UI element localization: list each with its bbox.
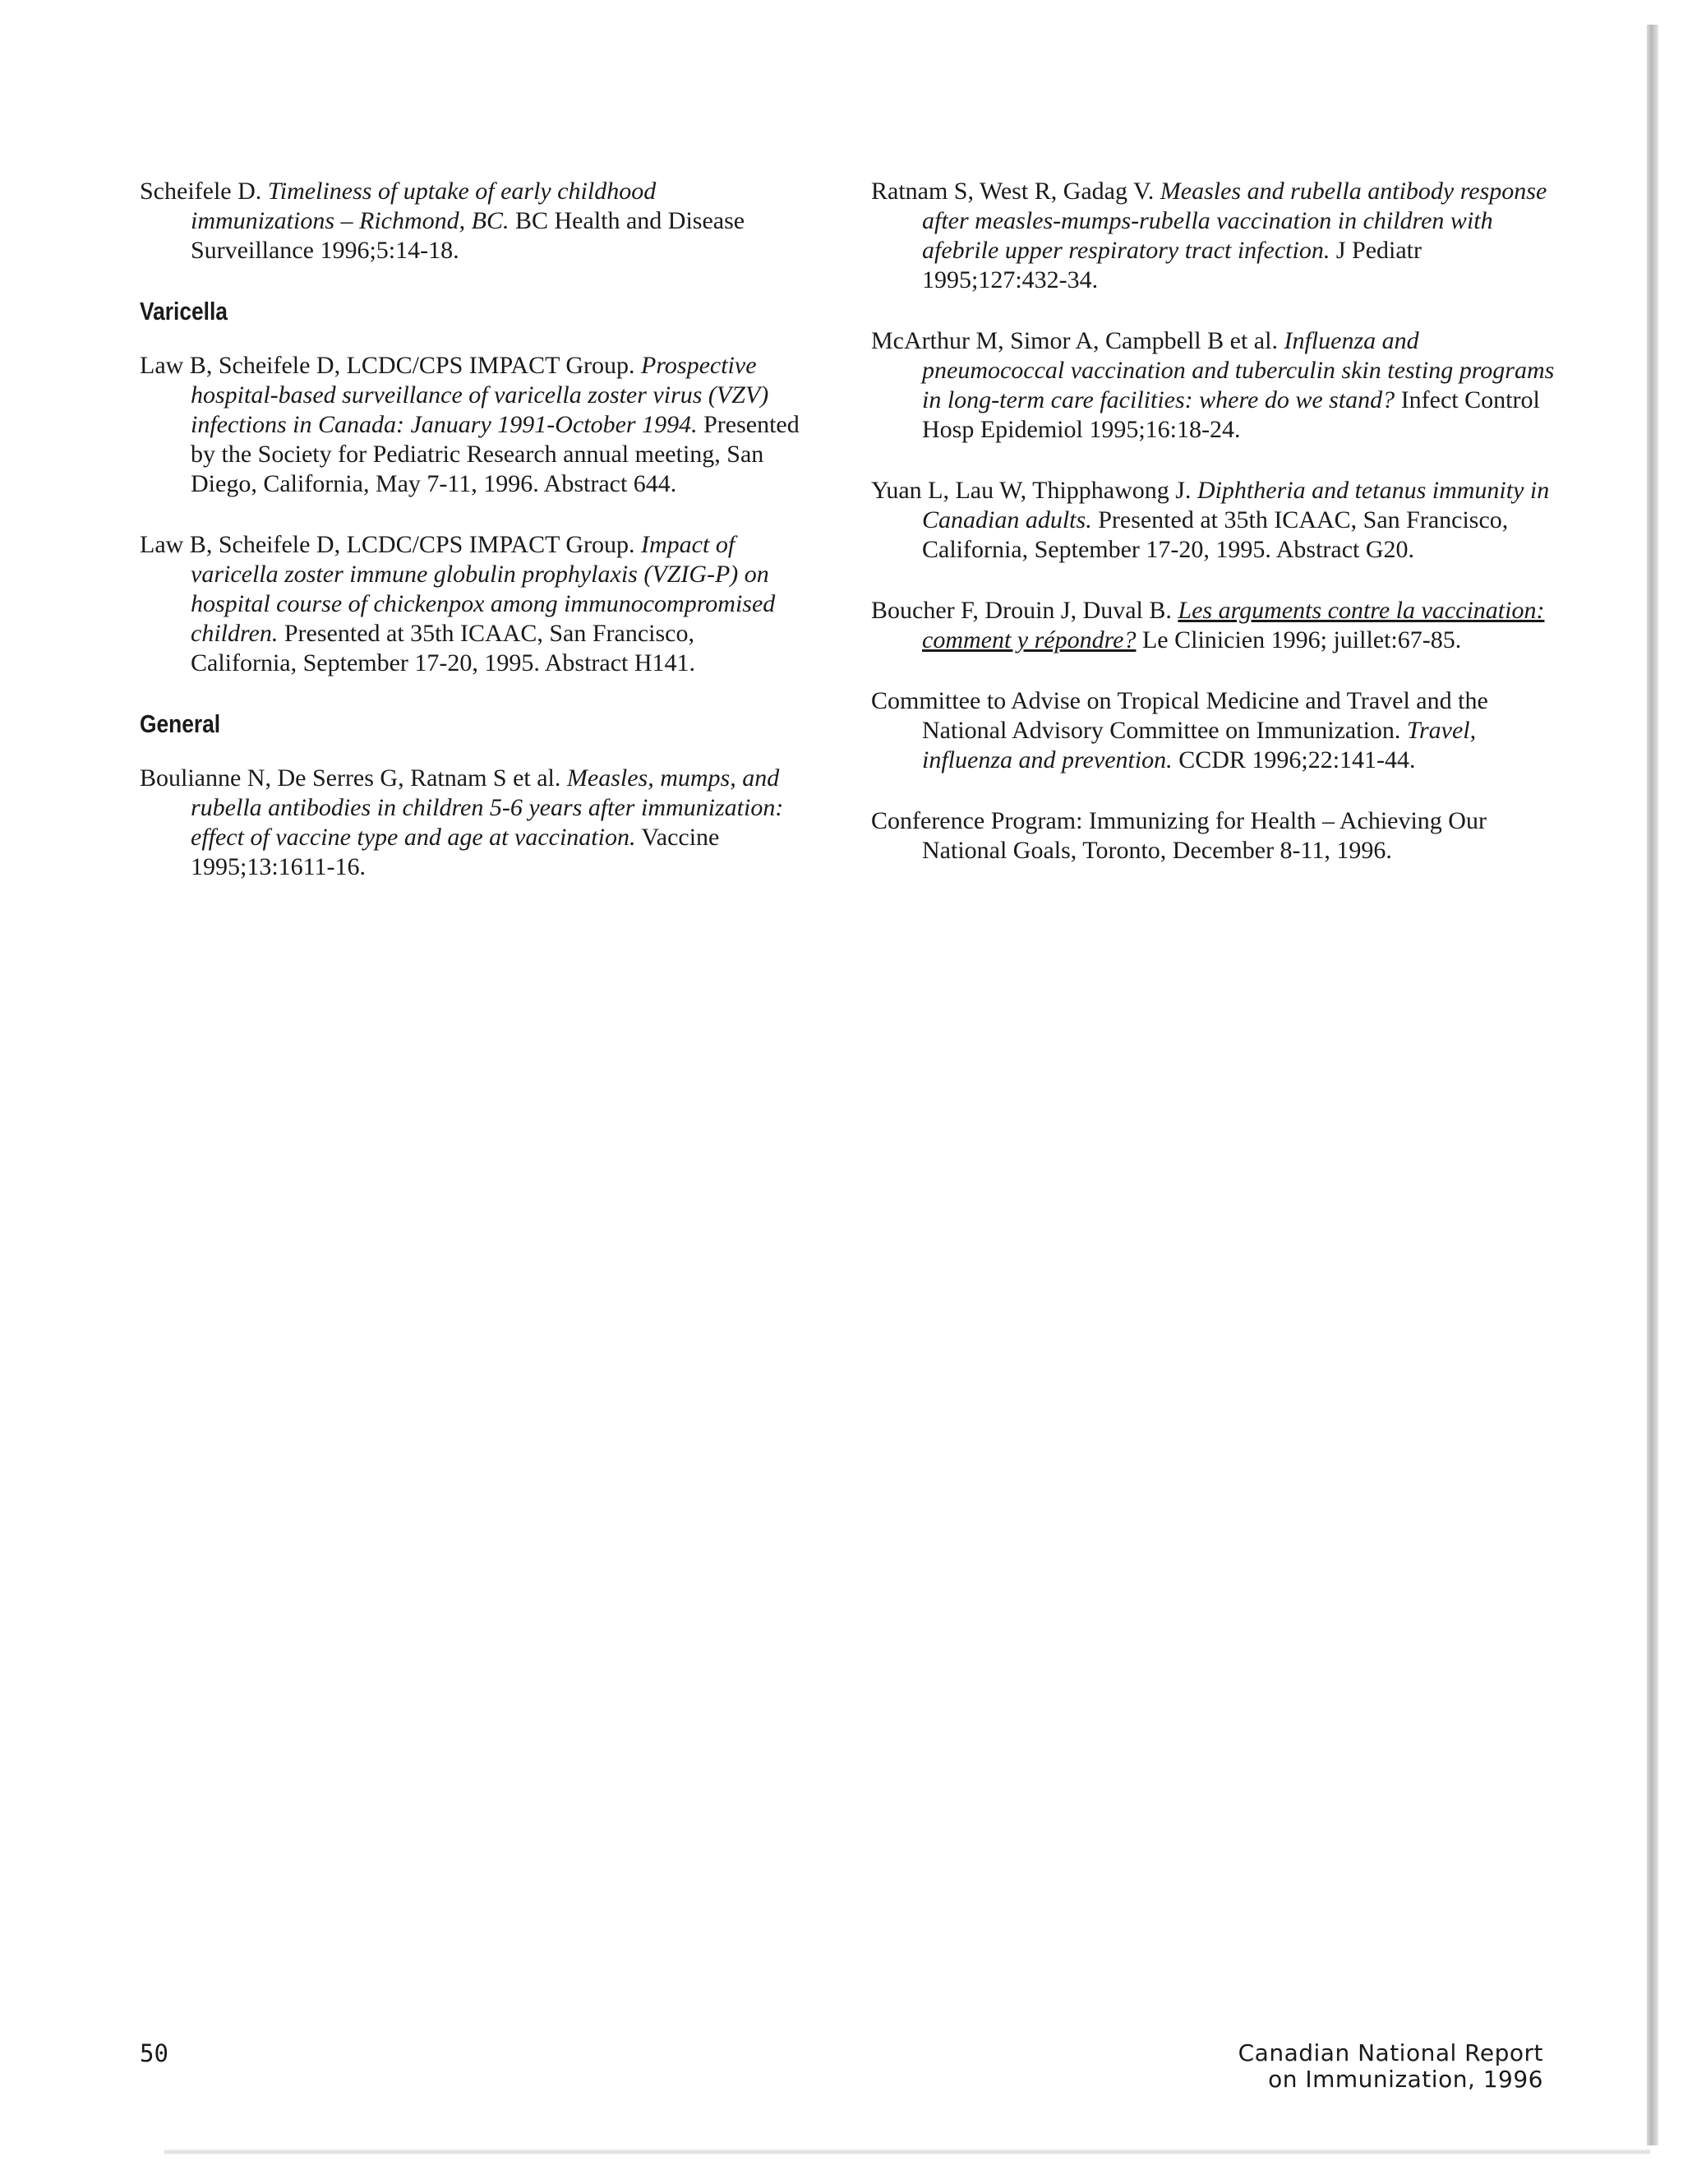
reference-authors: Scheifele D. (140, 178, 268, 205)
reference-law-impact (140, 530, 805, 678)
reference-committee (871, 686, 1561, 775)
left-column (140, 177, 805, 913)
reference-mcarthur (871, 326, 1561, 445)
footer-title (1238, 2040, 1543, 2093)
reference-source: Infect Control Hosp Epidemiol 1995;16:18-24. (922, 386, 1540, 443)
section-heading-varicella: Varicella (140, 297, 228, 326)
right-column (871, 177, 1561, 897)
reference-authors: McArthur M, Simor A, Campbell B et al. (871, 327, 1284, 354)
reference-title: Influenza and pneumococcal vaccination and tuberculin skin testing programs in long-term care facilities: where do we stand? (922, 327, 1555, 413)
reference-title: Travel, influenza and prevention. (922, 717, 1477, 773)
reference-source: Vaccine 1995;13:1611-16. (191, 824, 720, 880)
reference-authors: Law B, Scheifele D, LCDC/CPS IMPACT Group. (140, 352, 642, 379)
reference-title: Measles and rubella antibody response after measles-mumps-rubella vaccination in children with afebrile upper respiratory tract infection. (922, 178, 1547, 264)
footer-title-line-2: on Immunization, 1996 (1268, 2066, 1543, 2093)
reference-title: Impact of varicella zoster immune globulin prophylaxis (VZIG-P) on hospital course of chickenpox among immunocompromised children. (191, 531, 776, 647)
reference-scheifele (140, 177, 805, 265)
scan-edge-shadow (1647, 25, 1658, 2145)
reference-source: J Pediatr 1995;127:432-34. (922, 237, 1422, 293)
reference-title: Diphtheria and tetanus immunity in Canadian adults. (922, 477, 1550, 533)
reference-source: Presented at 35th ICAAC, San Francisco, California, September 17-20, 1995. Abstract G20. (922, 506, 1509, 563)
reference-title: Prospective hospital-based surveillance of varicella zoster virus (VZV) infections in Canada: January 1991-October 1994. (191, 352, 769, 438)
reference-authors: Ratnam S, West R, Gadag V. (871, 178, 1160, 205)
reference-source: Le Clinicien 1996; juillet:67-85. (1136, 626, 1462, 653)
reference-source: BC Health and Disease Surveillance 1996;5:14-18. (191, 207, 745, 264)
reference-authors: Boulianne N, De Serres G, Ratnam S et al. (140, 764, 567, 792)
reference-text: Conference Program: Immunizing for Health – Achieving Our National Goals, Toronto, December 8-11, 1996. (871, 807, 1487, 864)
reference-boulianne (140, 764, 805, 882)
reference-conference (871, 806, 1561, 866)
reference-title: Timeliness of uptake of early childhood immunizations – Richmond, BC. (191, 178, 657, 234)
reference-ratnam (871, 177, 1561, 295)
page-number: 50 (140, 2039, 168, 2067)
reference-authors: Boucher F, Drouin J, Duval B. (871, 597, 1178, 624)
reference-source: CCDR 1996;22:141-44. (1172, 746, 1416, 773)
reference-source: Presented at 35th ICAAC, San Francisco, California, September 17-20, 1995. Abstract H141. (191, 620, 696, 676)
reference-authors: Yuan L, Lau W, Thipphawong J. (871, 477, 1197, 504)
reference-title: Measles, mumps, and rubella antibodies in children 5-6 years after immunization: effect of vaccine type and age at vaccination. (191, 764, 784, 851)
reference-boucher (871, 596, 1561, 655)
reference-authors: Committee to Advise on Tropical Medicine and Travel and the National Advisory Committee on Immunization. (871, 687, 1488, 744)
reference-yuan (871, 476, 1561, 565)
section-heading-general: General (140, 709, 221, 738)
scan-bottom-shadow (164, 2149, 1650, 2154)
reference-law-prospective (140, 351, 805, 499)
reference-title: Les arguments contre la vaccination: comment y répondre? (922, 597, 1545, 653)
reference-source: Presented by the Society for Pediatric Research annual meeting, San Diego, California, May 7-11, 1996. Abstract 644. (191, 411, 800, 497)
footer-title-line-1: Canadian National Report (1238, 2039, 1543, 2066)
reference-authors: Law B, Scheifele D, LCDC/CPS IMPACT Group. (140, 531, 642, 558)
